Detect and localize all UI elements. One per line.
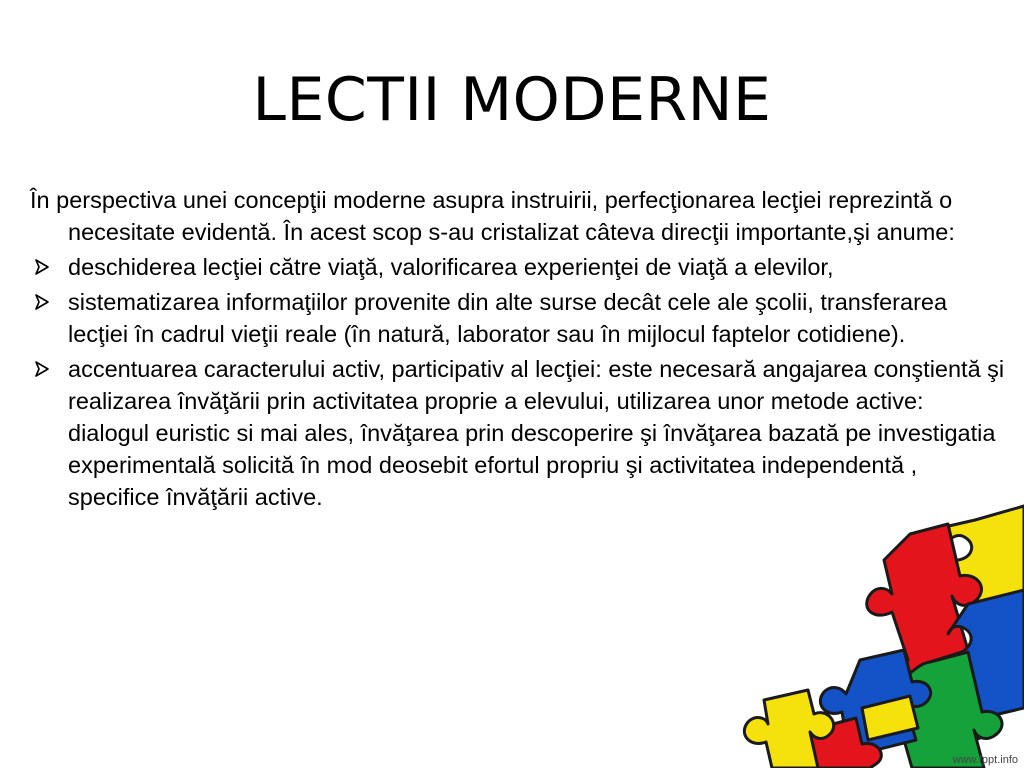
- slide-body: [30, 184, 1005, 516]
- bullet-item: [30, 353, 1005, 513]
- bullet-text: deschiderea lecţiei către viaţă, valorificarea experienţei de viaţă a elevilor,: [68, 254, 834, 280]
- arrow-bullet-icon: [30, 286, 60, 318]
- bullet-list: [30, 251, 1005, 513]
- arrow-bullet-icon: [30, 353, 60, 385]
- bullet-item: [30, 286, 1005, 350]
- bullet-item: [30, 251, 1005, 283]
- bullet-text: sistematizarea informaţiilor provenite din alte surse decât cele ale şcolii, transferarea lecţiei în cadrul vieţii reale (în natură, laborator sau în mijlocul faptelor cotidiene).: [68, 289, 948, 347]
- footer-url[interactable]: www.fppt.info: [952, 754, 1018, 766]
- bullet-text: accentuarea caracterului activ, participativ al lecţiei: este necesară angajarea conştientă şi realizarea învăţării prin activitatea proprie a elevului, utilizarea unor metode active: dialogul euristic si mai ales, învăţarea prin descoperire şi învăţarea bazată pe investigatia experimentală solicită în mod deosebit efortul propriu şi activitatea independentă , specifice învăţării active.: [68, 356, 1005, 510]
- intro-paragraph: În perspectiva unei concepţii moderne asupra instruirii, perfecţionarea lecţiei reprezintă o necesitate evidentă. În acest scop s-au cristalizat câteva direcţii importante,şi anume:: [30, 187, 955, 245]
- slide-title: LECTII MODERNE: [252, 65, 772, 135]
- arrow-bullet-icon: [30, 251, 60, 283]
